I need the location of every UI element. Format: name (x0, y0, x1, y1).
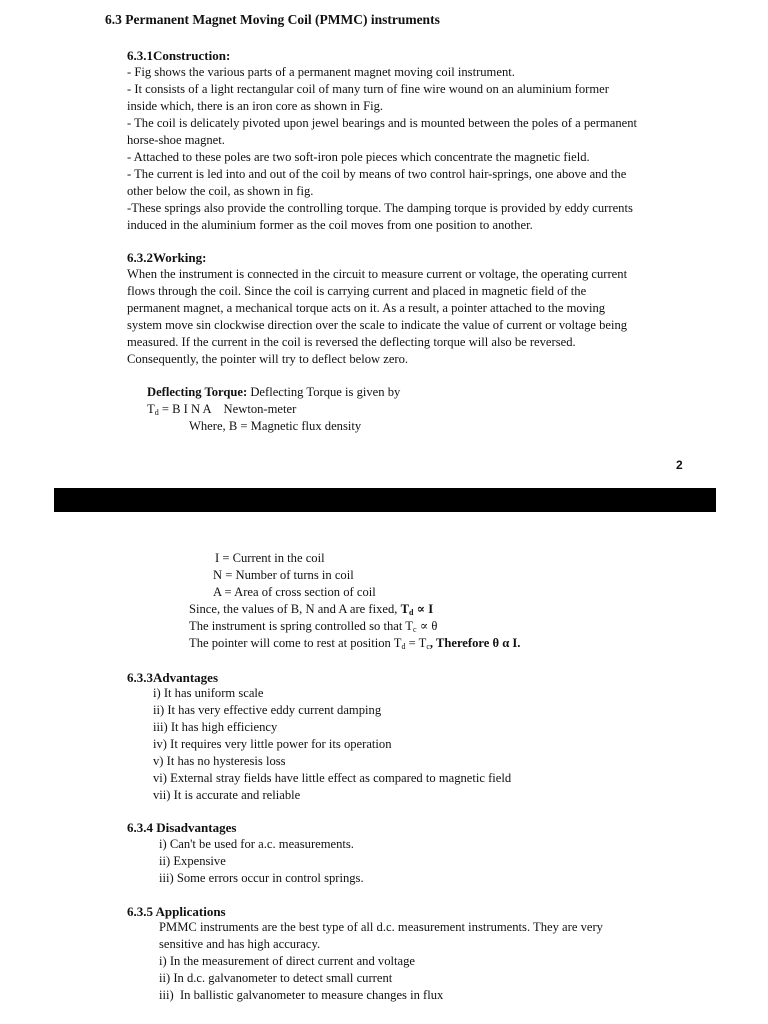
equals: = (405, 636, 419, 650)
text-line: inside which, there is an iron core as shown in Fig. (127, 99, 384, 113)
construction-body (127, 64, 683, 234)
subscript: d (154, 408, 159, 417)
working-body (127, 266, 683, 368)
list-item: i) It has uniform scale (153, 686, 264, 700)
list-item: ii) Expensive (159, 854, 226, 868)
applications-heading: 6.3.5 Applications (127, 904, 226, 919)
section-title: 6.3 Permanent Magnet Moving Coil (PMMC) instruments (105, 12, 440, 27)
list-item: i) Can't be used for a.c. measurements. (159, 837, 354, 851)
text-line: horse-shoe magnet. (127, 133, 225, 147)
subscript: c (426, 642, 430, 651)
text-line: flows through the coil. Since the coil is carrying current and placed in magnetic field of the (127, 284, 587, 298)
text-line: - Fig shows the various parts of a permanent magnet moving coil instrument. (127, 65, 515, 79)
text-line (127, 81, 683, 98)
list-item: iii) In ballistic galvanometer to measure changes in flux (159, 988, 444, 1002)
text-line: measured. If the current in the coil is reversed the deflecting torque will also be reversed. (127, 335, 576, 349)
text-line: induced in the aluminium former as the coil moves from one position to another. (127, 218, 533, 232)
symbol-t: T (147, 402, 155, 416)
text-line: other below the coil, as shown in fig. (127, 184, 314, 198)
definition-turns: N = Number of turns in coil (213, 568, 354, 582)
deflecting-torque-line (147, 384, 400, 401)
text-line: -These springs also provide the controlling torque. The damping torque is provided by eddy currents (127, 201, 633, 215)
text-line: When the instrument is connected in the circuit to measure current or voltage, the operating current (127, 267, 628, 281)
advantages-heading: 6.3.3Advantages (127, 670, 219, 685)
where-line: Where, B = Magnetic flux density (189, 419, 362, 433)
subscript: c (413, 625, 417, 634)
line-text: - It consists of a light rectangular coil of many turn of fine wire wound on an aluminium former (127, 82, 609, 96)
since-text: Since, the values of B, N and A are fixed, (189, 602, 401, 616)
rest-line (189, 635, 520, 655)
symbol-t: T (400, 602, 409, 616)
text-line: PMMC instruments are the best type of all d.c. measurement instruments. They are very (159, 920, 603, 934)
definition-area: A = Area of cross section of coil (213, 585, 376, 599)
list-item: i) In the measurement of direct current and voltage (159, 954, 415, 968)
list-item: ii) In d.c. galvanometer to detect small current (159, 971, 393, 985)
construction-heading: 6.3.1Construction: (127, 48, 231, 63)
proportional-text: ∝ θ (416, 619, 438, 633)
spring-text: The instrument is spring controlled so that (189, 619, 406, 633)
text-line: - The coil is delicately pivoted upon jewel bearings and is mounted between the poles of a permanent (127, 116, 638, 130)
list-item: ii) It has very effective eddy current damping (153, 703, 382, 717)
deflecting-torque-text: Deflecting Torque is given by (247, 385, 401, 399)
list-item: v) It has no hysteresis loss (153, 754, 286, 768)
list-item: iv) It requires very little power for its operation (153, 737, 392, 751)
subscript: d (409, 608, 414, 617)
disadvantages-heading: 6.3.4 Disadvantages (127, 820, 237, 835)
text-line: - The current is led into and out of the coil by means of two control hair-springs, one above and the (127, 167, 627, 181)
list-item: vi) External stray fields have little effect as compared to magnetic field (153, 771, 512, 785)
symbol-t: T (405, 619, 413, 633)
proportional-text: ∝ I (413, 602, 434, 616)
list-item: iii) Some errors occur in control springs. (159, 871, 364, 885)
definition-current: I = Current in the coil (215, 551, 325, 565)
page-number: 2 (676, 458, 683, 472)
deflecting-torque-label: Deflecting Torque: (147, 385, 248, 399)
applications-body (159, 919, 682, 1004)
formula-rhs: = B I N A Newton-meter (158, 402, 297, 416)
therefore-text: , Therefore θ α I. (429, 636, 521, 650)
working-heading: 6.3.2Working: (127, 250, 207, 265)
rest-text: The pointer will come to rest at position (189, 636, 394, 650)
list-item: vii) It is accurate and reliable (153, 788, 301, 802)
subscript: d (401, 642, 406, 651)
advantages-list (153, 685, 511, 804)
text-line: permanent magnet, a mechanical torque acts on it. As a result, a pointer attached to the moving (127, 301, 606, 315)
list-item: iii) It has high efficiency (153, 720, 278, 734)
symbol-t: T (393, 636, 402, 650)
text-line: Consequently, the pointer will try to deflect below zero. (127, 352, 409, 366)
text-line: sensitive and has high accuracy. (159, 937, 321, 951)
symbol-t: T (418, 636, 427, 650)
page-separator-bar (54, 488, 716, 512)
disadvantages-list (159, 836, 364, 887)
text-line: system move sin clockwise direction over the scale to indicate the value of current or voltage being (127, 318, 628, 332)
text-line: - Attached to these poles are two soft-iron pole pieces which concentrate the magnetic field. (127, 150, 590, 164)
